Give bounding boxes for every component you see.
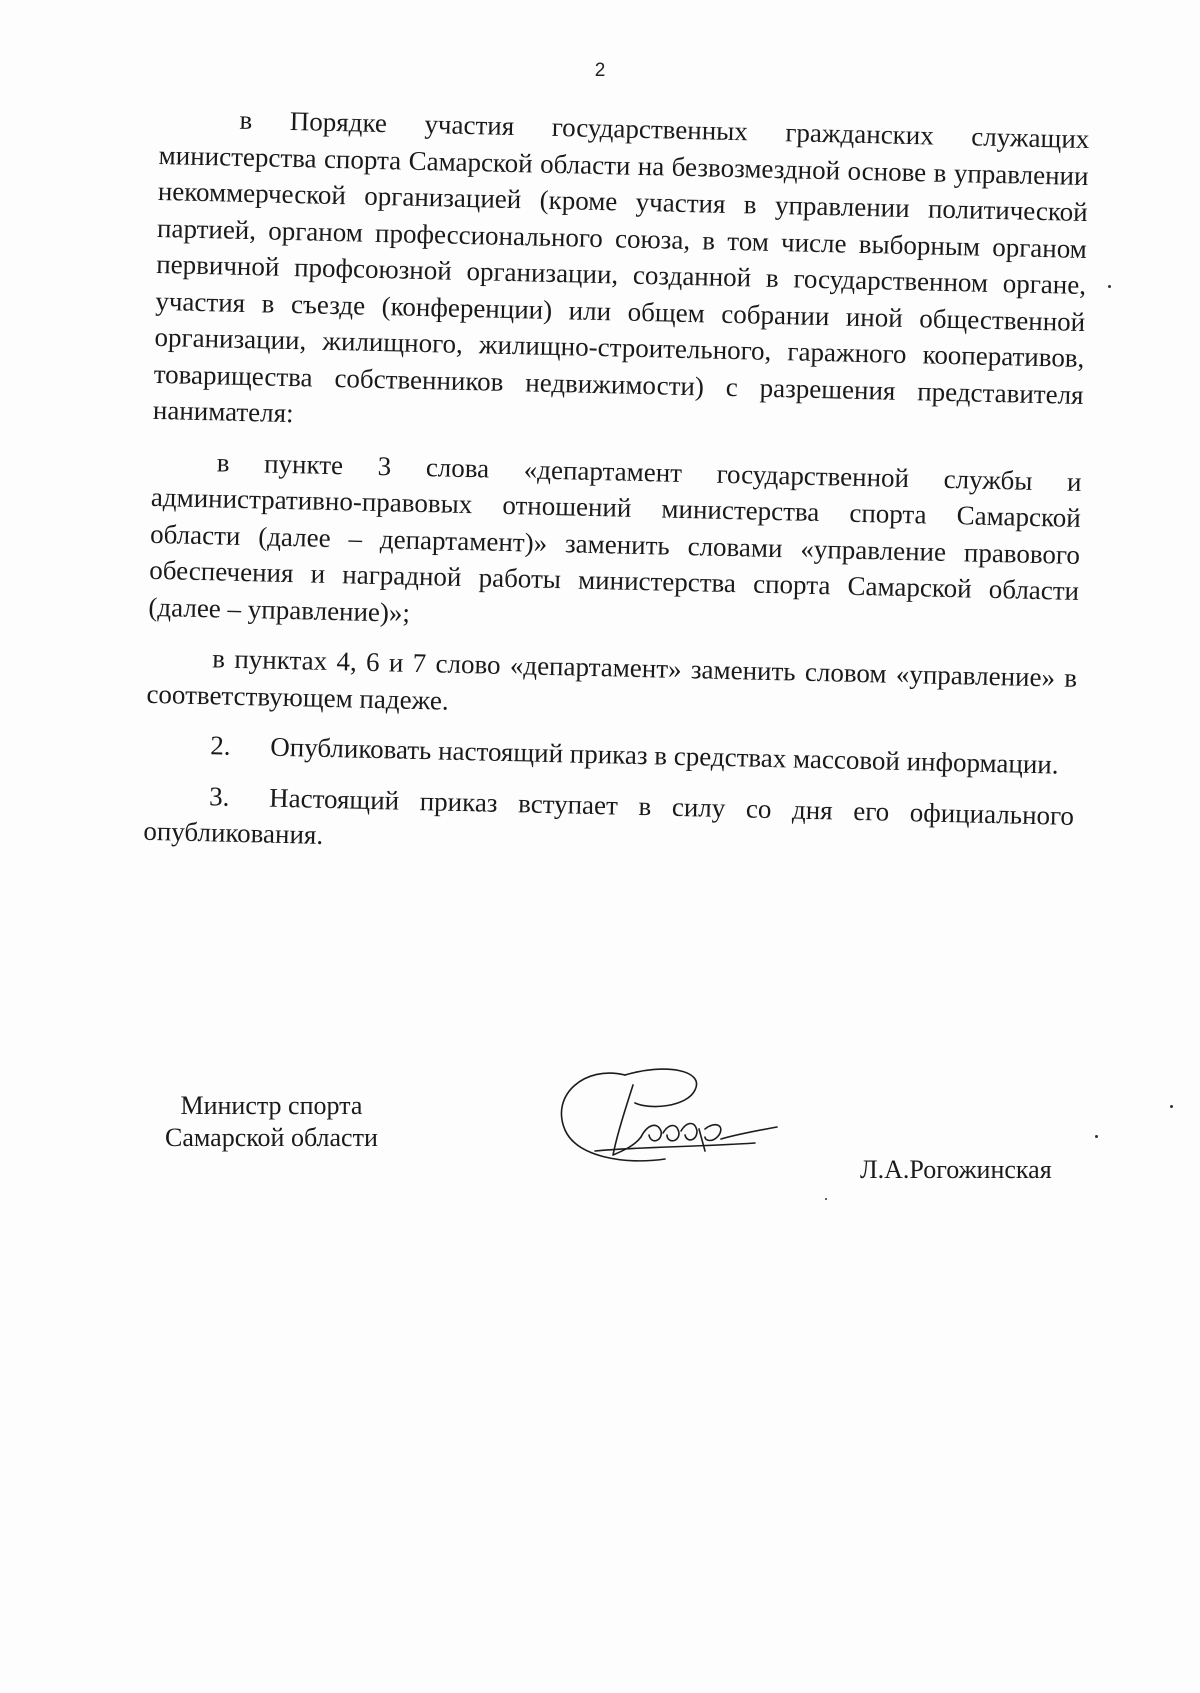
paragraph-number: 2. [210,730,231,761]
position-line: Министр спорта [180,1091,363,1120]
signatory-position [165,1090,378,1154]
signer-name: Л.А.Рогожинская [860,1155,1052,1184]
paragraph-text: в Порядке участия государственных гражданских служащих министерства спорта Самарской области на безвозмездной основе в управлении некоммерческой организацией (кроме участия в управлении политической партией, органом профессионального союза, в том числе выборным органом первичной профсоюзной организации, созданной в государственном органе, участия в съезде (конференции) или общем собрании иной общественной организации, жилищного, жилищно-строительного, гаражного кооперативов, товарищества собственников недвижимости) с разрешения представителя нанимателя: [152,104,1090,429]
position-line: Самарской области [165,1123,378,1152]
scan-speck [1108,285,1111,288]
paragraph [146,639,1077,733]
paragraph [153,100,1090,450]
paragraph-text: Опубликовать настоящий приказ в средствах массовой информации. [270,731,1059,780]
scan-speck [1095,1135,1098,1138]
paragraph-number: 3. [208,780,230,812]
page-number: 2 [594,60,606,81]
numbered-paragraph [145,726,1076,784]
paragraph-text: в пункте 3 слова «департамент государственной службы и административно-правовых отношений министерства спорта Самарской области (далее – департамент)» заменить словами «управление правового обеспечения и наградной работы министерства спорта Самарской области (далее – управление)»; [148,446,1082,628]
numbered-paragraph [143,776,1074,870]
scan-speck [825,1198,827,1200]
document-body [143,100,1090,884]
paragraph [148,442,1082,646]
scan-speck [1170,1105,1173,1108]
paragraph-text: в пунктах 4, 6 и 7 слово «департамент» заменить словом «управление» в соответствующем падеже. [146,643,1078,716]
paragraph-text: Настоящий приказ вступает в силу со дня его официального опубликования. [143,782,1075,850]
handwritten-signature [555,1055,795,1175]
